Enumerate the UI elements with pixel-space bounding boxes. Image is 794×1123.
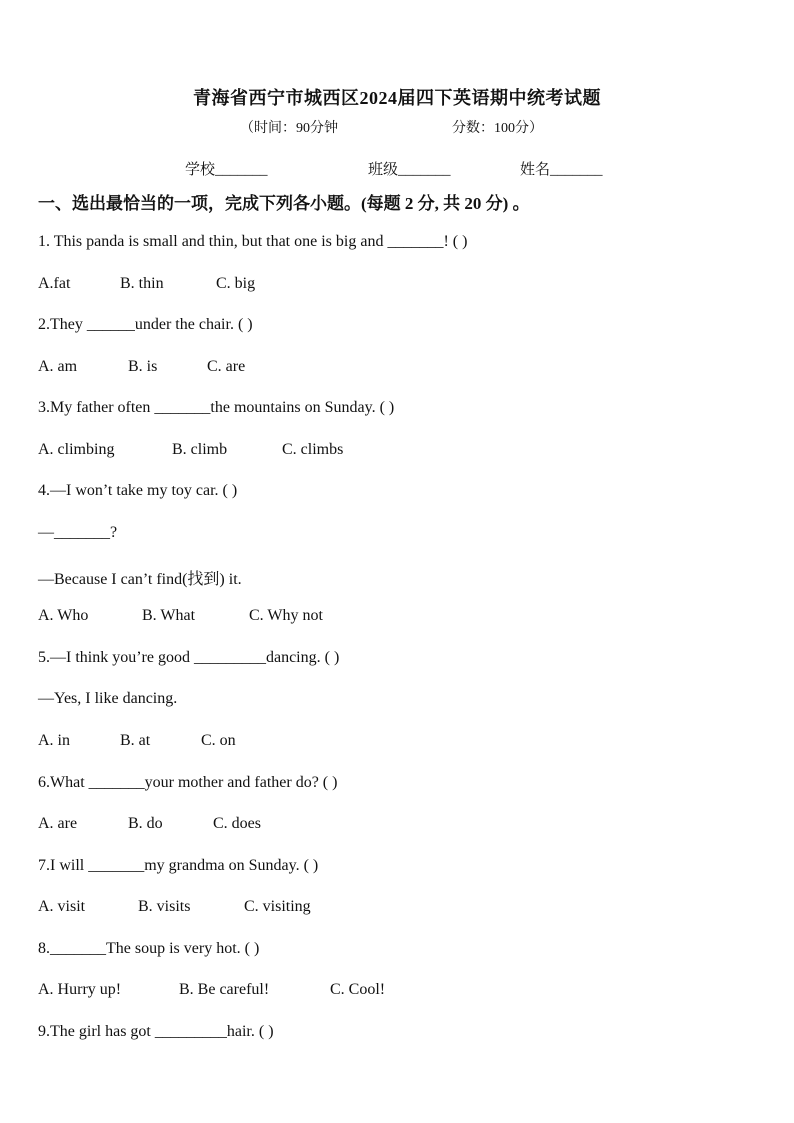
q7-option-c: C. visiting xyxy=(244,898,311,915)
q3-option-b: B. climb xyxy=(172,441,228,458)
q1-option-a: A.fat xyxy=(38,275,71,292)
q3-option-c: C. climbs xyxy=(282,441,344,458)
q8-option-b: B. Be careful! xyxy=(179,981,270,998)
question-1: 1. This panda is small and thin, but that one is big and _______! ( ) xyxy=(38,233,468,250)
question-6: 6.What _______your mother and father do? ( ) xyxy=(38,774,338,791)
question-5-reply: —Yes, I like dancing. xyxy=(38,690,178,707)
q5-option-c: C. on xyxy=(201,732,236,749)
q2-option-a: A. am xyxy=(38,358,78,375)
q7-option-b: B. visits xyxy=(138,898,191,915)
class-field: 班级_______ xyxy=(368,162,451,178)
q2-option-b: B. is xyxy=(128,358,158,375)
q1-option-c: C. big xyxy=(216,275,256,292)
q3-option-a: A. climbing xyxy=(38,441,115,458)
question-3: 3.My father often _______the mountains on Sunday. ( ) xyxy=(38,399,395,416)
q7-option-a: A. visit xyxy=(38,898,86,915)
q4-option-c: C. Why not xyxy=(249,607,323,624)
q6-option-a: A. are xyxy=(38,815,78,832)
q1-option-b: B. thin xyxy=(120,275,164,292)
section-heading: 一、选出最恰当的一项，完成下列各小题。(每题 2 分, 共 20 分) 。 xyxy=(38,194,530,213)
question-9: 9.The girl has got _________hair. ( ) xyxy=(38,1023,274,1040)
question-4: 4.—I won’t take my toy car. ( ) xyxy=(38,482,238,499)
page-title: 青海省西宁市城西区2024届四下英语期中统考试题 xyxy=(193,88,601,108)
q8-option-a: A. Hurry up! xyxy=(38,981,122,998)
question-4-reason: —Because I can’t find(找到) it. xyxy=(38,571,242,588)
q6-option-c: C. does xyxy=(213,815,261,832)
exam-time: （时间：90分钟 xyxy=(240,121,338,136)
q8-option-c: C. Cool! xyxy=(330,981,386,998)
question-8: 8._______The soup is very hot. ( ) xyxy=(38,940,260,957)
question-2: 2.They ______under the chair. ( ) xyxy=(38,316,253,333)
q4-option-a: A. Who xyxy=(38,607,89,624)
school-field: 学校_______ xyxy=(185,162,268,178)
question-5: 5.—I think you’re good _________dancing. ( ) xyxy=(38,649,340,666)
q6-option-b: B. do xyxy=(128,815,163,832)
question-7: 7.I will _______my grandma on Sunday. ( ) xyxy=(38,857,319,874)
name-field: 姓名_______ xyxy=(520,162,603,178)
q5-option-a: A. in xyxy=(38,732,70,749)
q2-option-c: C. are xyxy=(207,358,246,375)
exam-score: 分数：100分） xyxy=(452,121,543,136)
q4-option-b: B. What xyxy=(142,607,196,624)
q5-option-b: B. at xyxy=(120,732,151,749)
question-4-reply: —_______? xyxy=(38,524,118,541)
